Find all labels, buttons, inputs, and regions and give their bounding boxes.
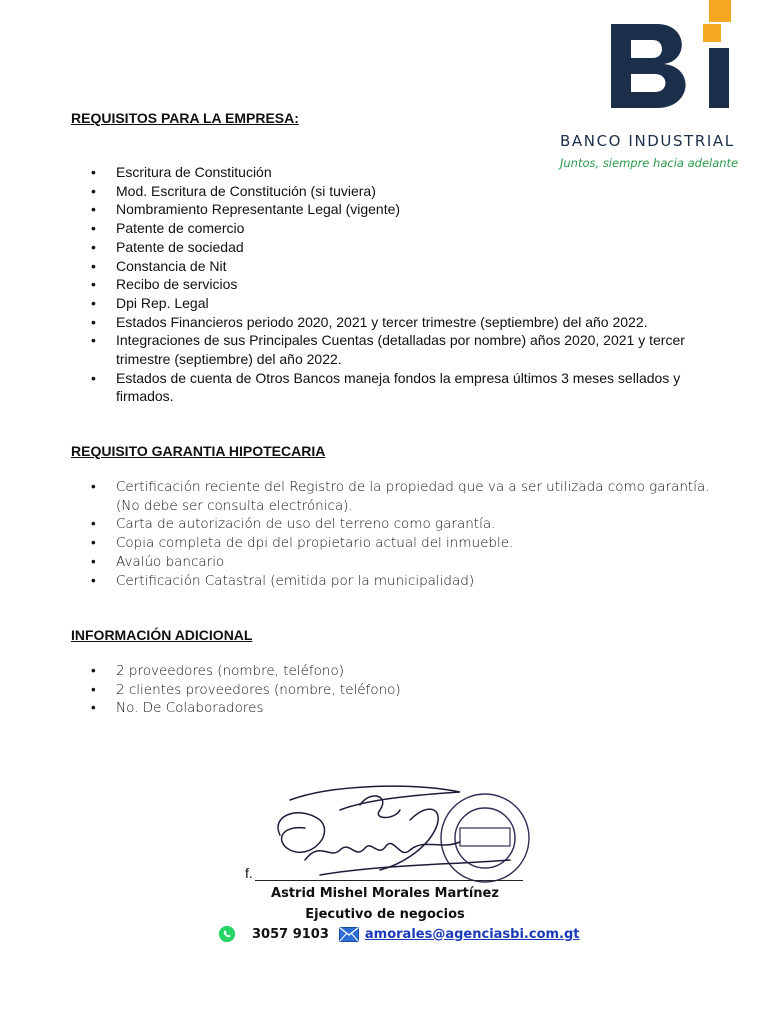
mortgage-guarantee-section (71, 443, 711, 590)
section-title: INFORMACIÓN ADICIONAL (71, 627, 253, 643)
list-item: • Nombramiento Representante Legal (vigente) (71, 200, 711, 219)
signer-name: Astrid Mishel Morales Martínez (271, 886, 499, 901)
bank-tagline: Juntos, siempre hacia adelante (560, 156, 739, 170)
list-item: • Escritura de Constitución (71, 163, 711, 182)
list-item: • Estados Financieros periodo 2020, 2021 y tercer trimestre (septiembre) del año 2022. (71, 313, 711, 332)
mail-icon[interactable] (339, 927, 359, 942)
bank-name: BANCO INDUSTRIAL (560, 132, 735, 150)
bi-logo-mark (605, 0, 735, 112)
list-item: • No. De Colaboradores (71, 699, 711, 718)
stamp (441, 794, 529, 882)
list-item: • Patente de comercio (71, 219, 711, 238)
requirements-list (71, 478, 711, 590)
list-item: • Integraciones de sus Principales Cuentas (detalladas por nombre) años 2020, 2021 y tercer trimestre (septiembre) del año 2022. (71, 331, 711, 368)
phone-number[interactable]: 3057 9103 (252, 926, 329, 942)
handwritten-signature (278, 786, 510, 875)
list-item: • Constancia de Nit (71, 257, 711, 276)
list-item: • Copia completa de dpi del propietario actual del inmueble. (71, 534, 711, 553)
contact-row (218, 924, 580, 944)
company-requirements-section (71, 110, 711, 406)
requirements-list (71, 163, 711, 406)
list-item: • 2 proveedores (nombre, teléfono) (71, 662, 711, 681)
list-item: • Estados de cuenta de Otros Bancos maneja fondos la empresa últimos 3 meses sellados y firmados. (71, 369, 711, 406)
list-item: • Mod. Escritura de Constitución (si tuviera) (71, 182, 711, 201)
section-title: REQUISITOS PARA LA EMPRESA: (71, 110, 299, 126)
list-item: • Certificación Catastral (emitida por la municipalidad) (71, 572, 711, 591)
list-item: • Avalúo bancario (71, 553, 711, 572)
signature-prefix: f. (245, 865, 253, 881)
list-item: • Patente de sociedad (71, 238, 711, 257)
signature-line (255, 880, 523, 881)
list-item: • Certificación reciente del Registro de la propiedad que va a ser utilizada como garantía. (No debe ser consulta electrónica). (71, 478, 711, 515)
whatsapp-icon[interactable] (218, 925, 236, 943)
additional-info-section (71, 627, 711, 718)
list-item: • Dpi Rep. Legal (71, 294, 711, 313)
section-title: REQUISITO GARANTIA HIPOTECARIA (71, 443, 326, 459)
signature-and-stamp (260, 780, 540, 890)
email-link[interactable]: amorales@agenciasbi.com.gt (364, 926, 580, 942)
list-item: • Carta de autorización de uso del terreno como garantía. (71, 515, 711, 534)
list-item: • Recibo de servicios (71, 275, 711, 294)
list-item: • 2 clientes proveedores (nombre, teléfono) (71, 681, 711, 700)
requirements-list (71, 662, 711, 718)
signer-role: Ejecutivo de negocios (305, 907, 465, 922)
